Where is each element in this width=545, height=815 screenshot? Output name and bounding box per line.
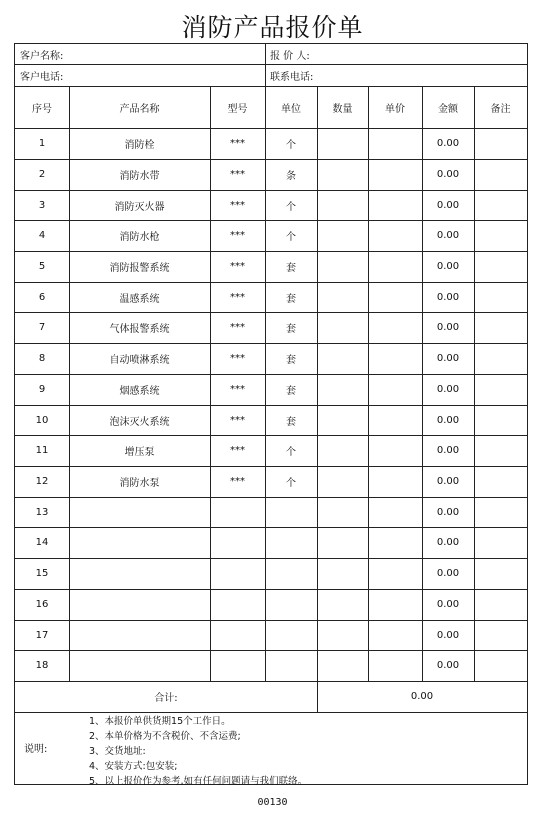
row-11-no: 11 [35,445,49,456]
row-4-name: 消防水枪 [119,232,160,243]
note-item: 3、交货地址: [89,746,146,757]
row-14-no: 14 [35,537,49,548]
row-15-price[interactable] [368,558,422,589]
row-11-unit: 个 [286,447,296,458]
col-header-model: 型号 [227,103,248,115]
row-1-no: 1 [38,138,46,149]
row-17-qty[interactable] [317,620,368,650]
row-6-unit: 套 [286,293,296,305]
grid-line [265,86,266,681]
col-header-no: 序号 [32,103,52,115]
row-2-unit: 条 [286,171,296,182]
row-7-no: 7 [38,322,46,333]
row-18-name[interactable] [69,650,210,681]
row-16-unit[interactable] [265,589,317,620]
grid-line [15,589,527,590]
grid-line [15,128,527,129]
row-15-name[interactable] [69,558,210,589]
row-11-price[interactable] [368,435,422,466]
row-13-name[interactable] [69,497,210,527]
row-1-name: 消防栓 [124,140,155,151]
col-header-amount: 金额 [438,103,458,115]
grid-line [15,64,527,65]
row-4-qty[interactable] [317,220,368,251]
row-12-no: 12 [35,476,49,487]
row-18-qty[interactable] [317,650,368,681]
row-6-qty[interactable] [317,282,368,312]
row-10-qty[interactable] [317,405,368,435]
row-4-price[interactable] [368,220,422,251]
grid-line [15,312,527,313]
row-10-no: 10 [35,414,49,426]
row-4-amount: 0.00 [436,230,460,241]
row-15-model[interactable] [210,558,265,589]
grid-line [15,86,527,87]
row-4-note[interactable] [474,220,527,251]
col-header-qty: 数量 [332,103,353,115]
row-4-unit: 个 [286,232,296,243]
row-9-amount: 0.00 [436,384,460,395]
row-12-amount: 0.00 [436,476,460,487]
col-header-unit: 单位 [281,103,301,115]
row-13-no: 13 [35,506,49,518]
grid-line [15,712,527,713]
row-3-note[interactable] [474,190,527,220]
grid-line [15,681,527,682]
row-6-price[interactable] [368,282,422,312]
document-title: 消防产品报价单 [181,13,364,42]
row-2-note[interactable] [474,159,527,190]
row-16-price[interactable] [368,589,422,620]
grid-line [15,650,527,651]
customer-name-label: 客户名称: [20,50,64,62]
row-12-qty[interactable] [317,466,368,497]
grid-line [265,44,266,86]
row-8-unit: 套 [286,355,296,366]
col-header-note: 备注 [490,103,511,115]
row-5-price[interactable] [368,251,422,282]
row-15-note[interactable] [474,558,527,589]
row-17-unit[interactable] [265,620,317,650]
contact-phone-label: 联系电话: [270,71,314,83]
row-17-name[interactable] [69,620,210,650]
row-4-no: 4 [38,230,46,241]
row-5-amount: 0.00 [436,261,460,272]
row-13-amount: 0.00 [436,506,460,518]
grid-line [15,190,527,191]
col-header-price: 单价 [385,103,405,115]
grid-line [15,159,527,160]
row-6-amount: 0.00 [436,291,460,303]
row-13-unit[interactable] [265,497,317,527]
row-3-price[interactable] [368,190,422,220]
row-12-unit: 个 [286,478,296,489]
row-7-note[interactable] [474,312,527,343]
row-13-qty[interactable] [317,497,368,527]
row-7-qty[interactable] [317,312,368,343]
note-item: 1、本报价单供货期15个工作日。 [89,716,231,727]
row-6-name: 温感系统 [119,293,160,305]
row-5-name: 消防报警系统 [109,263,170,274]
row-8-note[interactable] [474,343,527,374]
grid-line [15,435,527,436]
row-1-note[interactable] [474,128,527,159]
row-8-amount: 0.00 [436,353,460,364]
grid-line [317,86,318,712]
row-14-note[interactable] [474,527,527,558]
row-3-no: 3 [38,199,46,211]
row-5-note[interactable] [474,251,527,282]
row-2-price[interactable] [368,159,422,190]
total-label: 合计: [154,693,178,704]
row-2-no: 2 [38,169,46,180]
row-5-qty[interactable] [317,251,368,282]
row-10-amount: 0.00 [436,414,460,426]
row-1-price[interactable] [368,128,422,159]
row-15-no: 15 [35,568,49,579]
grid-line [15,405,527,406]
row-2-model: *** [230,169,245,180]
row-13-model[interactable] [210,497,265,527]
row-5-no: 5 [38,261,46,272]
row-6-note[interactable] [474,282,527,312]
grid-line [15,527,527,528]
row-16-amount: 0.00 [436,599,460,610]
grid-line [368,86,369,681]
row-11-amount: 0.00 [436,445,460,456]
row-10-unit: 套 [286,416,296,428]
row-14-amount: 0.00 [436,537,460,548]
grid-line [15,251,527,252]
row-14-unit[interactable] [265,527,317,558]
note-item: 5、以上报价作为参考,如有任何问题请与我们联络。 [89,776,308,787]
grid-line [15,220,527,221]
grid-line [15,466,527,467]
row-8-qty[interactable] [317,343,368,374]
row-15-qty[interactable] [317,558,368,589]
row-11-qty[interactable] [317,435,368,466]
row-14-qty[interactable] [317,527,368,558]
row-3-qty[interactable] [317,190,368,220]
row-16-name[interactable] [69,589,210,620]
row-3-name: 消防灭火器 [114,201,165,213]
row-16-no: 16 [35,599,49,610]
quoter-label: 报 价 人: [270,50,310,62]
row-9-note[interactable] [474,374,527,405]
row-9-price[interactable] [368,374,422,405]
row-18-price[interactable] [368,650,422,681]
row-11-name: 增压泵 [124,447,155,458]
grid-line [15,558,527,559]
col-header-name: 产品名称 [119,103,160,115]
row-13-note[interactable] [474,497,527,527]
row-14-name[interactable] [69,527,210,558]
row-10-note[interactable] [474,405,527,435]
row-14-price[interactable] [368,527,422,558]
row-9-qty[interactable] [317,374,368,405]
row-15-amount: 0.00 [436,568,460,579]
row-17-note[interactable] [474,620,527,650]
quotation-form [14,43,528,785]
row-12-note[interactable] [474,466,527,497]
row-17-price[interactable] [368,620,422,650]
grid-line [15,497,527,498]
notes-list [89,714,307,789]
row-8-no: 8 [38,353,46,364]
row-8-price[interactable] [368,343,422,374]
row-1-unit: 个 [286,140,296,151]
row-7-amount: 0.00 [436,322,460,333]
grid-line [15,282,527,283]
row-9-model: *** [230,384,245,395]
grid-line [15,374,527,375]
row-7-model: *** [230,322,245,333]
row-16-qty[interactable] [317,589,368,620]
row-17-no: 17 [35,629,49,641]
grid-line [422,86,423,681]
row-15-unit[interactable] [265,558,317,589]
row-10-name: 泡沫灭火系统 [109,416,170,428]
customer-phone-label: 客户电话: [20,71,64,83]
row-18-no: 18 [35,660,49,671]
row-9-unit: 套 [286,386,296,397]
row-3-unit: 个 [286,201,296,213]
row-10-price[interactable] [368,405,422,435]
grid-line [474,86,475,681]
row-6-model: *** [230,291,245,303]
row-11-model: *** [230,445,245,456]
row-2-amount: 0.00 [436,169,460,180]
row-8-model: *** [230,353,245,364]
row-7-price[interactable] [368,312,422,343]
row-9-no: 9 [38,384,46,395]
total-value: 0.00 [410,691,434,702]
row-3-amount: 0.00 [436,199,460,211]
row-5-model: *** [230,261,245,272]
row-18-amount: 0.00 [436,660,460,671]
row-1-model: *** [230,138,245,149]
note-item: 2、本单价格为不含税价、不含运费; [89,731,241,742]
row-18-model[interactable] [210,650,265,681]
row-16-model[interactable] [210,589,265,620]
notes-label: 说明: [24,744,48,755]
row-2-qty[interactable] [317,159,368,190]
grid-line [15,620,527,621]
row-12-model: *** [230,476,245,487]
row-6-no: 6 [38,291,46,303]
row-13-price[interactable] [368,497,422,527]
row-10-model: *** [230,414,245,426]
footer-code: 00130 [257,797,288,808]
row-5-unit: 套 [286,263,296,274]
row-8-name: 自动喷淋系统 [109,355,170,366]
grid-line [15,343,527,344]
row-12-price[interactable] [368,466,422,497]
grid-line [69,86,70,681]
row-1-amount: 0.00 [436,138,460,149]
row-9-name: 烟感系统 [119,386,160,397]
grid-line [210,86,211,681]
row-17-model[interactable] [210,620,265,650]
row-7-unit: 套 [286,324,296,335]
row-1-qty[interactable] [317,128,368,159]
row-2-name: 消防水带 [119,171,160,182]
row-11-note[interactable] [474,435,527,466]
row-4-model: *** [230,230,245,241]
row-16-note[interactable] [474,589,527,620]
row-18-note[interactable] [474,650,527,681]
row-3-model: *** [230,199,245,211]
row-17-amount: 0.00 [436,629,460,641]
row-14-model[interactable] [210,527,265,558]
row-12-name: 消防水泵 [119,478,160,489]
row-7-name: 气体报警系统 [109,324,170,335]
note-item: 4、安装方式:包安装; [89,761,178,772]
row-18-unit[interactable] [265,650,317,681]
